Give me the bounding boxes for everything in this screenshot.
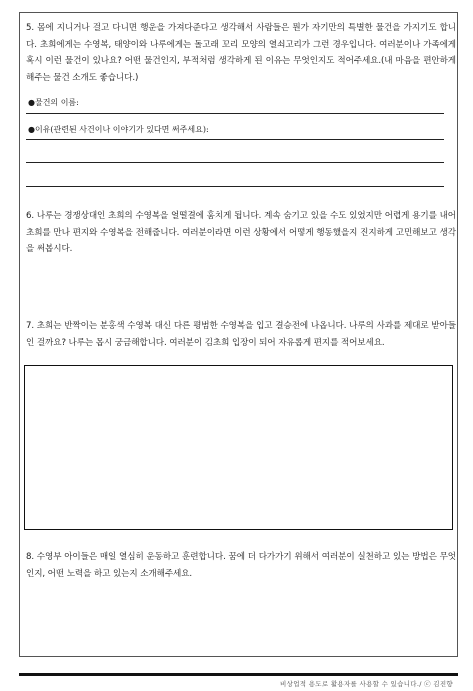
reason-label: ●이유(관련된 사건이나 이야기가 있다면 써주세요): (28, 125, 209, 134)
question-7-text: 7. 초희는 반짝이는 분홍색 수영복 대신 다른 평범한 수영복을 입고 결승전에 나옵니다. 나루의 사과를 제대로 받아들인 걸까요? 나루는 몹시 궁금해합니다. 여러분이 김초희 입장이 되어 자유롭게 편지를 적어보세요. (26, 321, 456, 348)
letter-answer-box[interactable] (24, 365, 453, 530)
question-5-text: 5. 몸에 지니거나 걸고 다니면 행운을 가져다준다고 생각해서 사람들은 뭔가 자기만의 특별한 물건을 가지기도 합니다. 초희에게는 수영복, 태양이와 나루에게는 돌고래 꼬리 모양의 열쇠고리가 그런 경우입니다. 여러분이나 가족에게 혹시 이런 물건이 있나요? 어떤 물건인지, 부적처럼 생각하게 된 이유는 무엇인지도 적어주세요.(내 마음을 편안하게 해주는 물건 소개도 좋습니다.) (26, 23, 456, 83)
question-8-text: 8. 수영부 아이들은 매일 열심히 운동하고 훈련합니다. 꿈에 더 다가가기 위해서 여러분이 실천하고 있는 방법은 무엇인지, 어떤 노력을 하고 있는지 소개해주세요. (26, 552, 456, 579)
reason-answer-line-1[interactable] (26, 139, 444, 140)
question-6-text: 6. 나루는 경쟁상대인 초희의 수영복을 얼떨결에 훔치게 됩니다. 계속 숨기고 있을 수도 있었지만 어렵게 용기를 내어 초희를 만나 편지와 수영복을 전해줍니다. 여러분이라면 이런 상황에서 어떻게 행동했을지 진지하게 고민해보고 생각을 써봅시다. (26, 211, 456, 254)
item-name-answer-line[interactable] (26, 113, 444, 114)
reason-answer-line-2[interactable] (26, 162, 444, 163)
footer-divider (19, 673, 458, 676)
reason-answer-line-3[interactable] (26, 186, 444, 187)
item-name-label: ●물건의 이름: (28, 98, 79, 107)
copyright-notice: 비상업적 용도로 활용자를 사용할 수 있습니다./ ⓒ 김진향 (280, 680, 453, 688)
